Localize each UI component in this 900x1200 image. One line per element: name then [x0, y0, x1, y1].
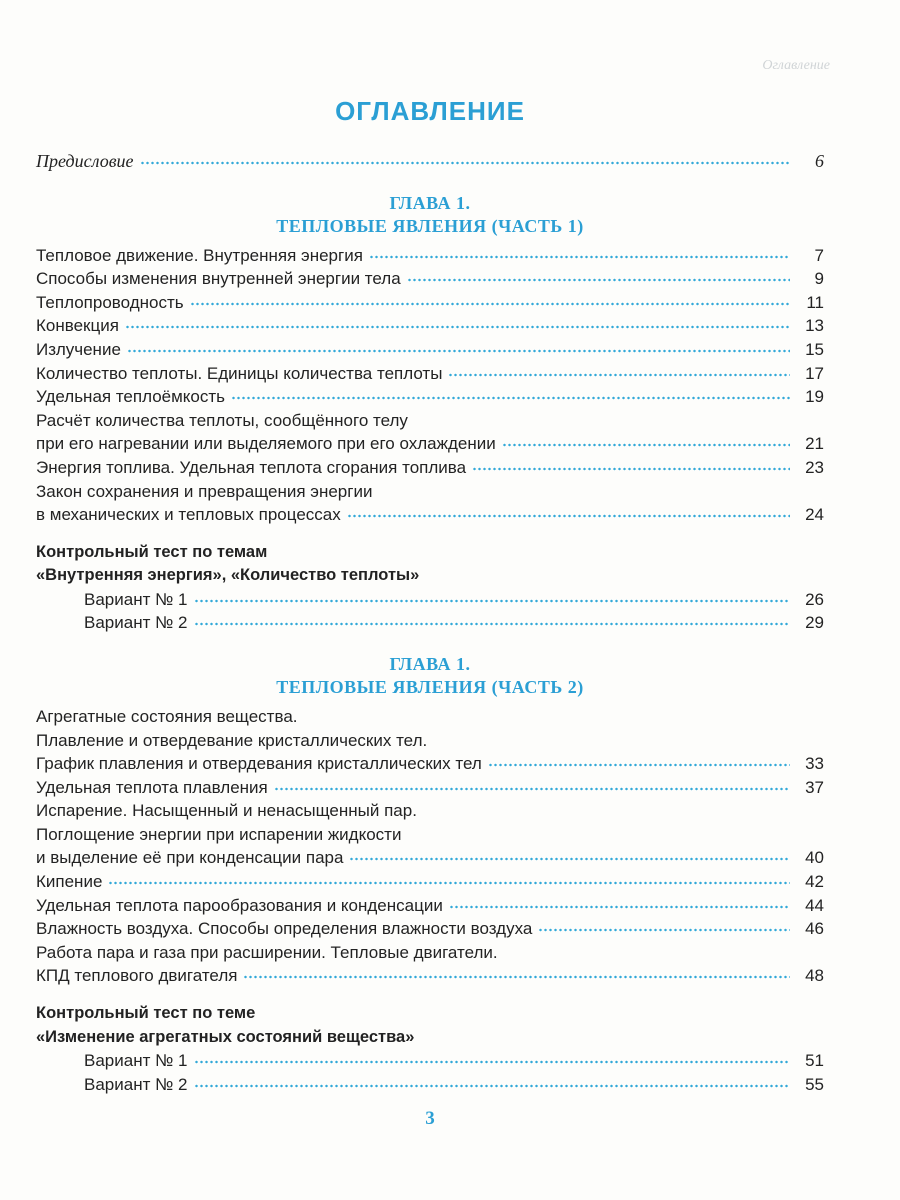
toc-entry-label: Влажность воздуха. Способы определения влажности воздуха [36, 919, 533, 939]
running-head: Оглавление [762, 58, 830, 73]
toc-entry-label: Удельная теплота плавления [36, 777, 268, 797]
toc-entry-multiline[interactable] [36, 409, 824, 456]
toc-entry[interactable] [36, 314, 824, 338]
toc-entry[interactable] [36, 456, 824, 480]
toc-entry-label-line: Расчёт количества теплоты, сообщённого телу [36, 410, 408, 430]
page-ref: 6 [815, 151, 824, 171]
dot-leader [538, 928, 790, 932]
toc-entry-label: Количество теплоты. Единицы количества теплоты [36, 363, 443, 383]
dot-leader [448, 373, 790, 377]
toc-entry-label-line: Закон сохранения и превращения энергии [36, 481, 373, 501]
dot-leader [140, 161, 790, 165]
toc-entry[interactable] [36, 894, 824, 918]
page-title: ОГЛАВЛЕНИЕ [335, 96, 525, 126]
page-ref: 48 [805, 966, 824, 986]
chapter-heading-part2 [36, 653, 824, 699]
toc-entry-label: Теплопроводность [36, 292, 184, 312]
page-ref: 40 [805, 848, 824, 868]
toc-entry[interactable] [36, 917, 824, 941]
toc-entry[interactable] [36, 338, 824, 362]
page-ref: 37 [805, 777, 824, 797]
toc-entry-variant[interactable] [36, 611, 824, 635]
toc-entry-label: Удельная теплота парообразования и конденсации [36, 895, 443, 915]
chapter-title: ТЕПЛОВЫЕ ЯВЛЕНИЯ (ЧАСТЬ 1) [276, 215, 584, 236]
dot-leader [502, 443, 790, 447]
dot-leader [231, 396, 790, 400]
toc-entry-label-line: Плавление и отвердевание кристаллических тел. [36, 730, 428, 750]
toc-entry-multiline[interactable] [36, 799, 824, 870]
toc-entry-label: Кипение [36, 872, 103, 892]
chapter-heading-part1 [36, 192, 824, 238]
dot-leader [274, 787, 790, 791]
page-number: 3 [425, 1108, 435, 1129]
toc-entry-label-line: при его нагревании или выделяемого при его охлаждении [36, 434, 496, 454]
toc-entry-preface[interactable] [36, 150, 824, 174]
toc-entry-label: Вариант № 2 [84, 613, 188, 633]
toc-entry-label: Вариант № 1 [84, 1051, 188, 1071]
toc-entry-multiline[interactable] [36, 705, 824, 776]
dot-leader [190, 302, 790, 306]
toc-entry-multiline[interactable] [36, 941, 824, 988]
test-title-line: Контрольный тест по темам [36, 542, 268, 561]
toc-entry[interactable] [36, 362, 824, 386]
dot-leader [472, 467, 790, 471]
page-ref: 46 [805, 919, 824, 939]
toc-entry-variant[interactable] [36, 1073, 824, 1097]
page-ref: 7 [814, 245, 824, 265]
page-ref: 21 [805, 434, 824, 454]
test-title-line: «Изменение агрегатных состояний вещества» [36, 1027, 415, 1046]
toc-entry-label-line: и выделение её при конденсации пара [36, 848, 344, 868]
test-section-part1 [36, 541, 824, 635]
page-ref: 19 [805, 387, 824, 407]
page-ref: 15 [805, 339, 824, 359]
dot-leader [127, 349, 790, 353]
dot-leader [194, 622, 790, 626]
toc-entry-label-line: Агрегатные состояния вещества. [36, 706, 298, 726]
dot-leader [488, 763, 790, 767]
page-ref: 26 [805, 589, 824, 609]
toc-entry-label: Конвекция [36, 316, 119, 336]
dot-leader [407, 278, 790, 282]
toc-entry-label: Энергия топлива. Удельная теплота сгорания топлива [36, 457, 467, 477]
chapter-title: ТЕПЛОВЫЕ ЯВЛЕНИЯ (ЧАСТЬ 2) [276, 676, 584, 697]
dot-leader [194, 1060, 790, 1064]
toc-entry-label: Тепловое движение. Внутренняя энергия [36, 245, 363, 265]
dot-leader [449, 905, 790, 909]
page-ref: 11 [806, 292, 824, 312]
page-ref: 24 [805, 505, 824, 525]
page-ref: 13 [805, 316, 824, 336]
test-title-line: Контрольный тест по теме [36, 1004, 256, 1023]
toc-entry-label-line: Поглощение энергии при испарении жидкости [36, 824, 402, 844]
toc-entry-label-line: Испарение. Насыщенный и ненасыщенный пар. [36, 801, 417, 821]
toc-entry[interactable] [36, 244, 824, 268]
toc-entry-label: Излучение [36, 339, 121, 359]
test-section-part2 [36, 1002, 824, 1096]
toc-entry-multiline[interactable] [36, 480, 824, 527]
page-ref: 44 [805, 895, 824, 915]
dot-leader [194, 1084, 790, 1088]
toc-entry-label-line: КПД теплового двигателя [36, 966, 238, 986]
page-ref: 9 [814, 269, 824, 289]
toc-entry[interactable] [36, 267, 824, 291]
dot-leader [243, 975, 790, 979]
toc-entry-label: Предисловие [36, 151, 134, 171]
chapter-number: ГЛАВА 1. [389, 653, 471, 674]
chapter-number: ГЛАВА 1. [389, 192, 471, 213]
table-of-contents [36, 150, 824, 1096]
page-ref: 17 [805, 363, 824, 383]
dot-leader [369, 255, 790, 259]
toc-entry-label: Удельная теплоёмкость [36, 387, 226, 407]
toc-entry[interactable] [36, 870, 824, 894]
test-title-line: «Внутренняя энергия», «Количество теплоты» [36, 566, 420, 585]
toc-entry[interactable] [36, 291, 824, 315]
toc-entry-label-line: Работа пара и газа при расширении. Тепловые двигатели. [36, 942, 498, 962]
page-ref: 23 [805, 457, 824, 477]
page-ref: 55 [805, 1074, 824, 1094]
page-ref: 42 [805, 872, 824, 892]
toc-entry-label-line: в механических и тепловых процессах [36, 505, 341, 525]
toc-entry-variant[interactable] [36, 588, 824, 612]
dot-leader [125, 325, 790, 329]
toc-entry[interactable] [36, 776, 824, 800]
dot-leader [347, 514, 790, 518]
toc-entry-label-line: График плавления и отвердевания кристаллических тел [36, 754, 482, 774]
toc-entry-label: Способы изменения внутренней энергии тела [36, 269, 401, 289]
toc-entry[interactable] [36, 385, 824, 409]
dot-leader [194, 599, 790, 603]
dot-leader [108, 881, 790, 885]
dot-leader [349, 857, 790, 861]
toc-entry-label: Вариант № 1 [84, 589, 188, 609]
page-ref: 29 [805, 613, 824, 633]
page-ref: 51 [805, 1051, 824, 1071]
page-ref: 33 [805, 754, 824, 774]
toc-entry-variant[interactable] [36, 1049, 824, 1073]
toc-entry-label: Вариант № 2 [84, 1074, 188, 1094]
